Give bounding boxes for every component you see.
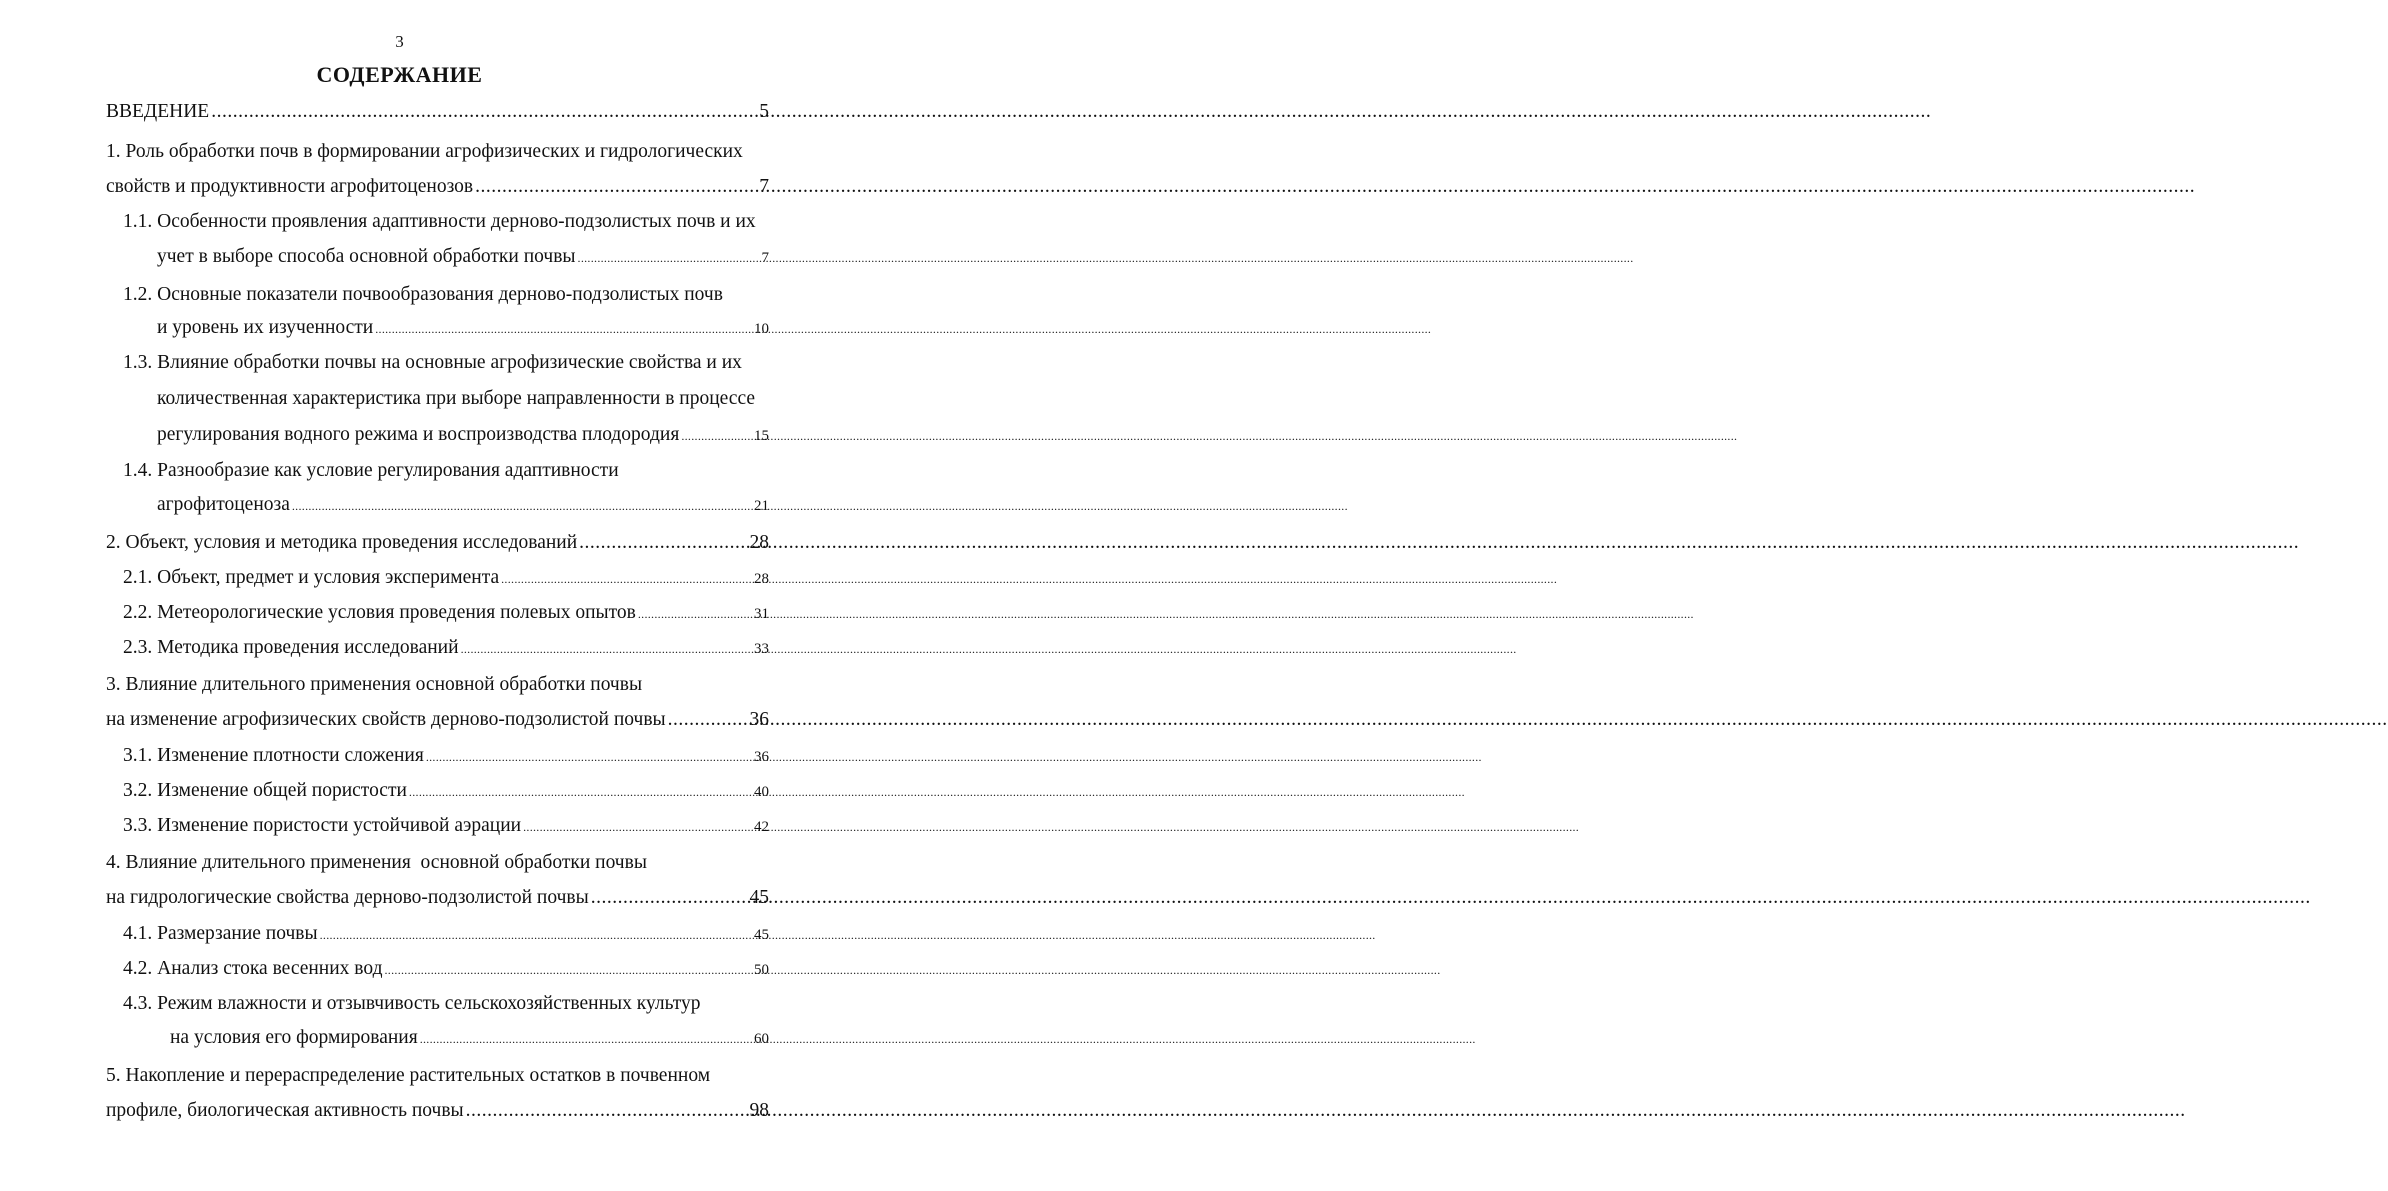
toc-entry-page: 33 [754,641,769,657]
leader-dots [591,883,748,913]
toc-entry-text: регулирования водного режима и воспроизводства плодородия [157,424,680,445]
toc-entry-3-2[interactable] [123,776,769,806]
leader-dots [426,742,752,772]
leader-dots [523,812,752,842]
toc-entry-2-1[interactable] [123,563,769,593]
leader-dots [638,599,752,629]
leader-dots [579,528,747,558]
toc-entry-page: 45 [754,927,769,943]
toc-entry-page: 10 [754,321,769,337]
toc-entry-ch5-line2[interactable] [106,1096,769,1126]
toc-entry-page: 98 [749,1100,769,1121]
toc-entry-text: 4. Влияние длительного применения основной обработки почвы [106,852,647,873]
leader-dots [385,955,753,985]
toc-entry-text: ВВЕДЕНИЕ [106,101,210,122]
toc-entry-2-3[interactable] [123,633,769,663]
toc-entry-text: 2.1. Объект, предмет и условия эксперимента [123,567,500,588]
toc-entry-4-3-line1[interactable] [123,989,769,1019]
leader-dots [475,172,757,202]
leader-dots [375,314,752,344]
toc-entry-text: свойств и продуктивности агрофитоценозов [106,176,474,197]
toc-entry-ch3-line1[interactable] [106,670,769,700]
toc-entry-text: 3. Влияние длительного применения основной обработки почвы [106,674,643,695]
toc-entry-page: 45 [749,887,769,908]
toc-entry-text: 2.3. Методика проведения исследований [123,637,459,658]
toc-entry-text: на гидрологические свойства дерново-подзолистой почвы [106,887,589,908]
toc-entry-text: агрофитоценоза [157,494,290,515]
toc-entry-page: 36 [749,709,769,730]
toc-entry-text: 2.2. Метеорологические условия проведения полевых опытов [123,602,636,623]
toc-entry-text: 4.1. Размерзание почвы [123,923,318,944]
toc-title: СОДЕРЖАНИЕ [316,62,483,87]
document-page [0,0,799,1191]
toc-entry-page: 40 [754,784,769,800]
toc-entry-ch1-line1[interactable] [106,137,769,167]
toc-entry-page: 28 [754,571,769,587]
leader-dots [409,777,752,807]
toc-entry-text: 1. Роль обработки почв в формировании агрофизических и гидрологических [106,141,743,162]
toc-entry-page: 28 [749,532,769,553]
toc-entry-text: профиле, биологическая активность почвы [106,1100,464,1121]
toc-entry-text: на изменение агрофизических свойств дерново-подзолистой почвы [106,709,666,730]
toc-entry-page: 60 [754,1031,769,1047]
toc-entry-ch2[interactable] [106,528,769,558]
toc-entry-1-2-line1[interactable] [123,280,769,310]
toc-entry-text: 2. Объект, условия и методика проведения исследований [106,532,578,553]
toc-entry-page: 7 [759,176,769,197]
toc-entry-4-2[interactable] [123,954,769,984]
toc-entry-3-1[interactable] [123,741,769,771]
leader-dots [466,1096,748,1126]
toc-entry-text: 1.3. Влияние обработки почвы на основные агрофизические свойства и их [123,352,742,373]
toc-entry-page: 42 [754,819,769,835]
toc-entry-text: 1.1. Особенности проявления адаптивности дерново-подзолистых почв и их [123,211,756,232]
toc-entry-page: 50 [754,962,769,978]
toc-entry-4-3-line2[interactable] [170,1023,769,1053]
leader-dots [681,421,752,451]
toc-entry-text: 3.2. Изменение общей пористости [123,780,407,801]
toc-entry-ch1-line2[interactable] [106,172,769,202]
toc-entry-ch4-line2[interactable] [106,883,769,913]
toc-entry-text: 3.1. Изменение плотности сложения [123,745,424,766]
toc-entry-1-4-line2[interactable] [157,490,769,520]
toc-entry-ch4-line1[interactable] [106,848,769,878]
toc-entry-text: 3.3. Изменение пористости устойчивой аэрации [123,815,522,836]
toc-entry-ch5-line1[interactable] [106,1061,769,1091]
toc-entry-text: и уровень их изученности [157,317,374,338]
toc-entry-text: 5. Накопление и перераспределение растительных остатков в почвенном [106,1065,711,1086]
toc-entry-1-1-line1[interactable] [123,207,769,237]
toc-entry-text: на условия его формирования [170,1027,418,1048]
toc-entry-text: 4.2. Анализ стока весенних вод [123,958,383,979]
toc-entry-text: 1.4. Разнообразие как условие регулирования адаптивности [123,460,619,481]
toc-entry-4-1[interactable] [123,919,769,949]
toc-entry-ch3-line2[interactable] [106,705,769,735]
leader-dots [501,564,752,594]
page-number: 3 [395,32,404,51]
toc-entry-2-2[interactable] [123,598,769,628]
toc-entry-page: 15 [754,428,769,444]
toc-entry-1-1-line2[interactable] [157,242,769,272]
toc-entry-text: 4.3. Режим влажности и отзывчивость сельскохозяйственных культур [123,993,701,1014]
leader-dots [668,705,748,735]
toc-entry-page: 7 [761,250,769,266]
toc-entry-text: учет в выборе способа основной обработки почвы [157,246,576,267]
toc-entry-text: 1.2. Основные показатели почвообразования дерново-подзолистых почв [123,284,723,305]
leader-dots [420,1024,752,1054]
toc-entry-1-3-line3[interactable] [157,420,769,450]
leader-dots [292,491,752,521]
leader-dots [578,243,760,273]
toc-entry-1-3-line2[interactable] [157,384,769,414]
leader-dots [320,920,752,950]
leader-dots [461,634,752,664]
toc-entry-1-4-line1[interactable] [123,456,769,486]
toc-entry-1-2-line2[interactable] [157,313,769,343]
leader-dots [211,97,757,127]
toc-entry-intro[interactable] [106,97,769,127]
toc-entry-1-3-line1[interactable] [123,348,769,378]
toc-entry-page: 5 [759,101,769,122]
toc-entry-text: количественная характеристика при выборе направленности в процессе [157,388,755,409]
toc-entry-page: 21 [754,498,769,514]
toc-entry-page: 36 [754,749,769,765]
toc-entry-3-3[interactable] [123,811,769,841]
toc-entry-page: 31 [754,606,769,622]
